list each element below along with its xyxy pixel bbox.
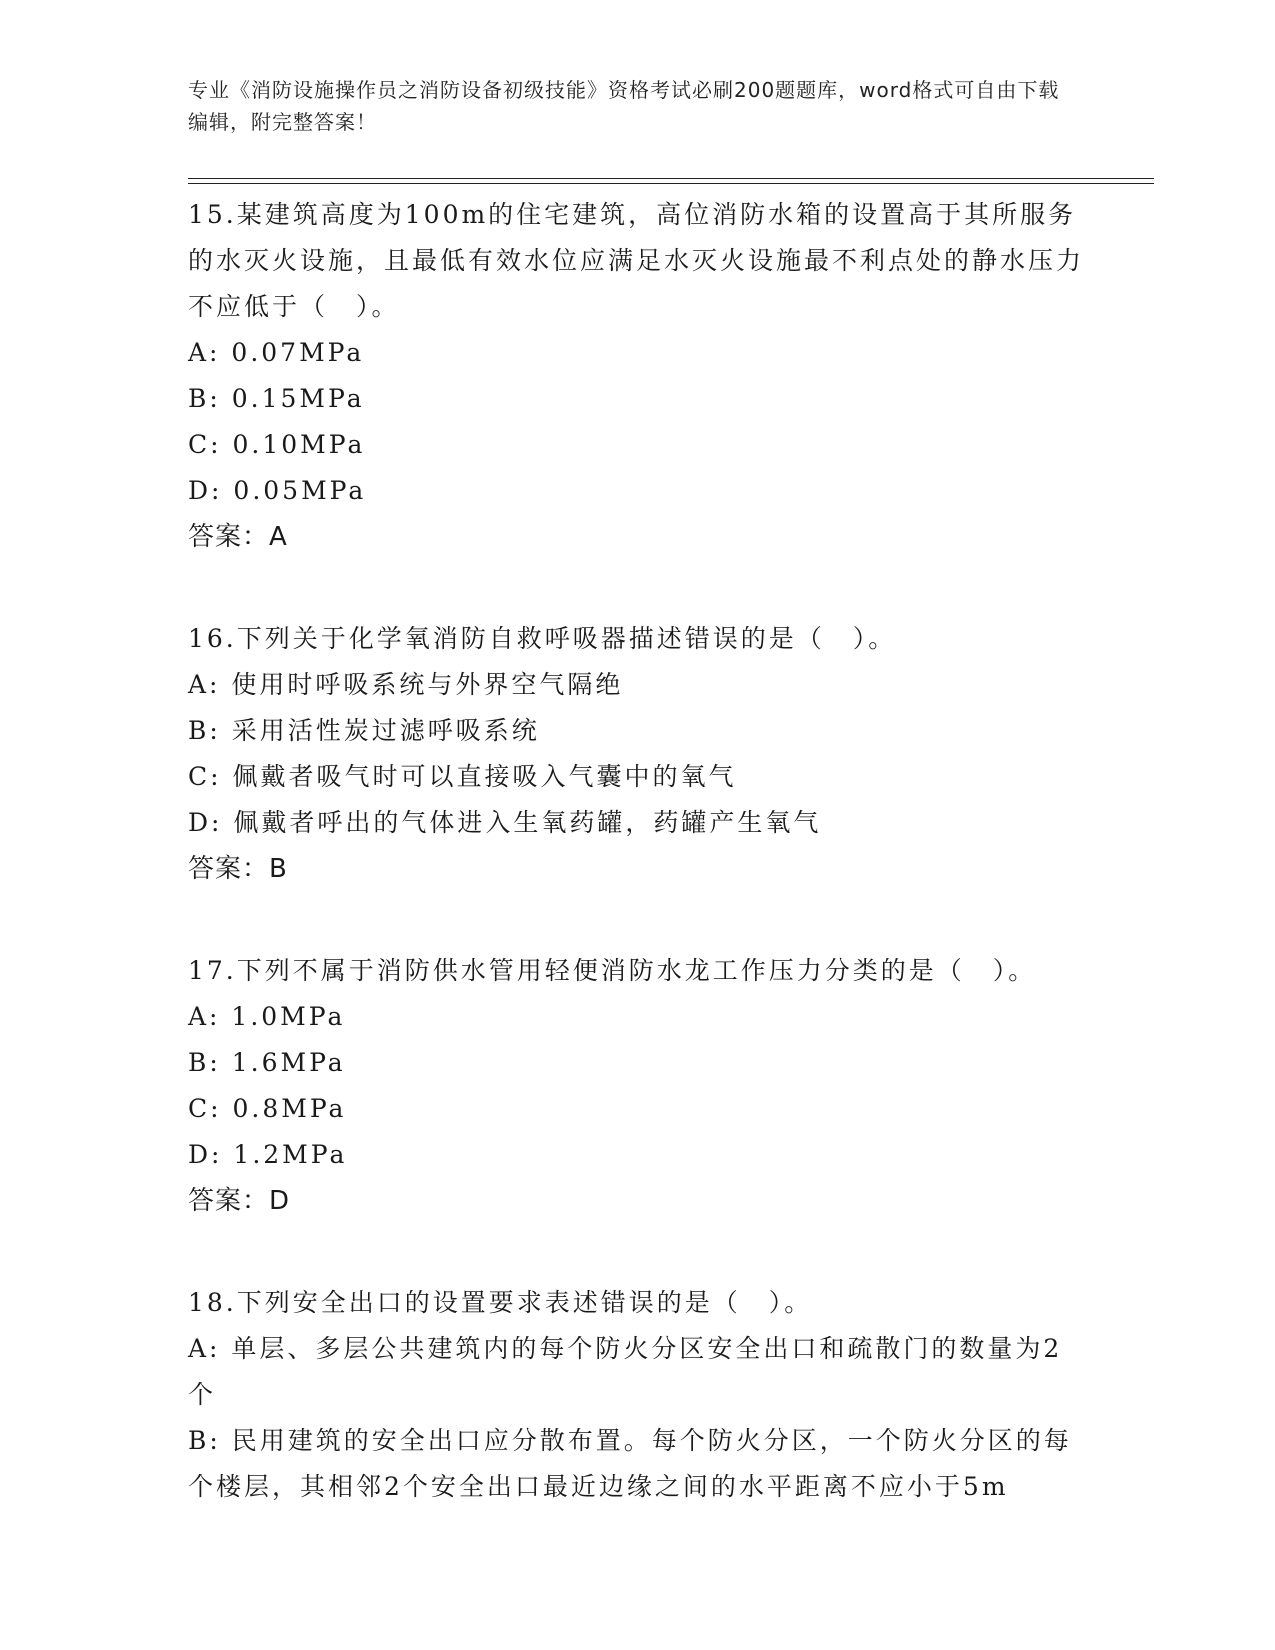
option-a: A: 0.07MPa bbox=[188, 338, 365, 367]
option-b: B: 1.6MPa bbox=[188, 1048, 346, 1077]
option-b: B: 采用活性炭过滤呼吸系统 bbox=[188, 716, 540, 745]
question-stem: 15.某建筑高度为100m的住宅建筑，高位消防水箱的设置高于其所服务的水灭火设施，且最低有效水位应满足水灭火设施最不利点处的静水压力不应低于（ ）。 bbox=[188, 200, 1085, 321]
question-17 bbox=[188, 948, 1088, 1224]
option-c: C: 0.10MPa bbox=[188, 430, 366, 459]
option-c: C: 佩戴者吸气时可以直接吸入气囊中的氧气 bbox=[188, 762, 737, 791]
question-15 bbox=[188, 192, 1088, 560]
question-stem: 18.下列安全出口的设置要求表述错误的是（ ）。 bbox=[188, 1288, 813, 1317]
option-a: A: 1.0MPa bbox=[188, 1002, 346, 1031]
question-stem: 16.下列关于化学氧消防自救呼吸器描述错误的是（ ）。 bbox=[188, 624, 897, 653]
question-stem: 17.下列不属于消防供水管用轻便消防水龙工作压力分类的是（ ）。 bbox=[188, 956, 1037, 985]
header-divider-top bbox=[188, 178, 1154, 179]
option-a: A: 单层、多层公共建筑内的每个防火分区安全出口和疏散门的数量为2个 bbox=[188, 1334, 1063, 1409]
question-list bbox=[188, 192, 1088, 1566]
option-d: D: 0.05MPa bbox=[188, 476, 367, 505]
header-divider-bottom bbox=[188, 183, 1154, 184]
option-b: B: 0.15MPa bbox=[188, 384, 365, 413]
answer: 答案：A bbox=[188, 522, 288, 552]
answer: 答案：B bbox=[188, 854, 288, 884]
option-c: C: 0.8MPa bbox=[188, 1094, 347, 1123]
answer: 答案：D bbox=[188, 1186, 291, 1216]
option-a: A: 使用时呼吸系统与外界空气隔绝 bbox=[188, 670, 624, 699]
option-d: D: 佩戴者呼出的气体进入生氧药罐，药罐产生氧气 bbox=[188, 808, 822, 837]
document-header: 专业《消防设施操作员之消防设备初级技能》资格考试必刷200题题库，word格式可自由下载编辑，附完整答案！ bbox=[188, 78, 1060, 134]
question-16 bbox=[188, 616, 1088, 892]
option-d: D: 1.2MPa bbox=[188, 1140, 348, 1169]
option-b: B: 民用建筑的安全出口应分散布置。每个防火分区，一个防火分区的每个楼层，其相邻2个安全出口最近边缘之间的水平距离不应小于5m bbox=[188, 1426, 1072, 1501]
question-18 bbox=[188, 1280, 1088, 1510]
